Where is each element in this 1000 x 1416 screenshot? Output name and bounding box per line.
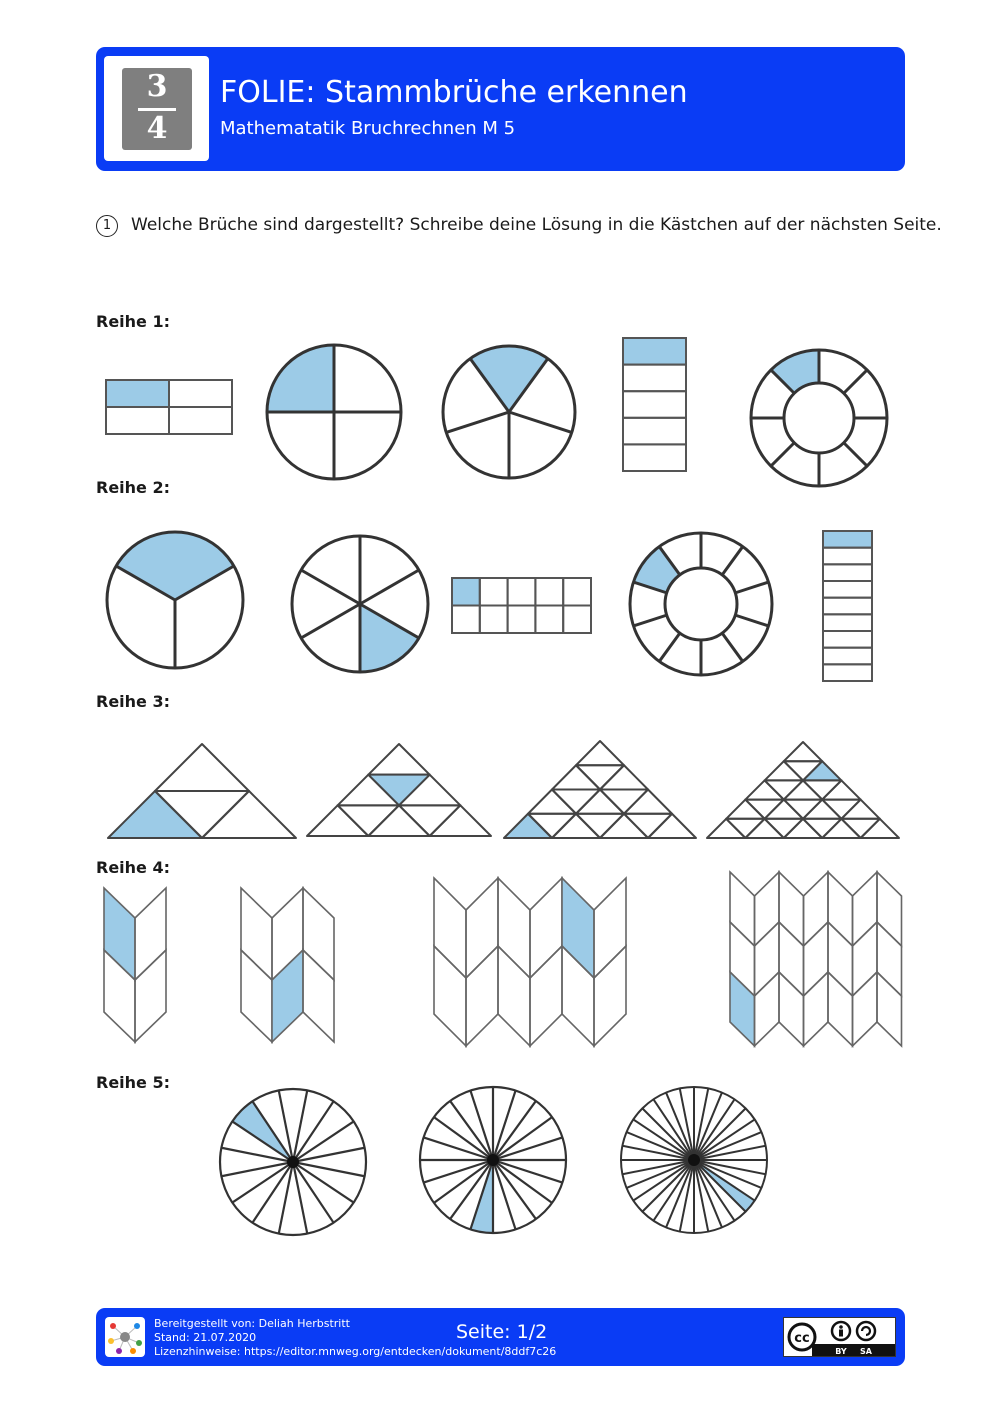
r2-fig3-grid-5x2-cell-1-0 — [452, 606, 480, 634]
r3-fig1-triangle-4-triangle-0 — [155, 744, 249, 791]
r3-fig3-triangle-16-triangle-0 — [576, 741, 624, 765]
r4-fig2-zigzag-6-cell-2-0 — [303, 888, 334, 980]
r5-fig2-circle-20-radius-14 — [493, 1137, 562, 1160]
network-logo-icon — [105, 1317, 145, 1357]
r2-fig2-circle-sixths-radius-2 — [301, 604, 360, 638]
r3-fig4-triangle-25-triangle-22 — [765, 819, 803, 838]
r5-fig2-circle-20-radius-8 — [450, 1101, 493, 1160]
r2-fig5-column-9-cell-4-0 — [823, 598, 872, 615]
r3-fig4-triangle-25-triangle-1 — [765, 761, 803, 780]
r1-fig1-rect-2x2 — [106, 380, 232, 434]
r2-fig5-column-9-cell-5-0 — [823, 614, 872, 631]
r2-fig5-column-9-cell-8-0 — [823, 664, 872, 681]
r1-fig4-column-6-cell-1-0 — [623, 365, 686, 392]
r1-fig5-ring-8-divider-2 — [844, 370, 867, 393]
r2-fig3-grid-5x2-shaded-cell — [452, 578, 480, 606]
r2-fig5-column-9-cell-3-0 — [823, 581, 872, 598]
r2-fig4-ring-10-divider-6 — [735, 615, 768, 626]
fraction-figures-group — [104, 338, 902, 1235]
r5-fig2-circle-20 — [420, 1087, 566, 1233]
cc-mark: cc — [794, 1331, 810, 1346]
r1-fig1-rect-2x2-cell-0-1 — [169, 380, 232, 407]
r1-fig4-column-6-cell-4-0 — [623, 444, 686, 471]
cc-license-badge[interactable] — [783, 1317, 896, 1357]
r3-fig1-triangle-4 — [108, 744, 296, 838]
r5-fig2-circle-20-radius-17 — [493, 1160, 552, 1203]
r2-fig4-ring-10-divider-4 — [722, 547, 743, 575]
logo-denominator: 4 — [146, 111, 168, 146]
r3-fig2-triangle-9-triangle-0 — [368, 744, 429, 775]
r3-fig3-triangle-16-triangle-1 — [552, 765, 600, 789]
r3-fig3-triangle-16-triangle-12 — [648, 814, 696, 838]
r5-fig3-circle-32-center-dot — [688, 1154, 700, 1166]
r3-fig1-triangle-4-shaded-triangle — [108, 791, 202, 838]
r3-fig4-triangle-25-triangle-13 — [745, 800, 783, 819]
r3-fig4-triangle-25-triangle-24 — [841, 819, 879, 838]
r4-fig1-zigzag-4 — [104, 888, 166, 1042]
r5-fig2-circle-20-radius-19 — [493, 1160, 516, 1229]
r5-fig2-circle-20-radius-9 — [470, 1091, 493, 1160]
r1-fig5-ring-8-divider-4 — [844, 443, 867, 466]
row-label-5: Reihe 5: — [96, 1073, 170, 1092]
footer-license-link[interactable]: Lizenzhinweise: https://editor.mnweg.org/entdecken/dokument/8ddf7c26 — [154, 1345, 557, 1358]
r3-fig4-triangle-25-triangle-23 — [803, 819, 841, 838]
r2-fig5-column-9-shaded-cell — [823, 531, 872, 548]
r4-fig1-zigzag-4-shaded-cell — [104, 888, 135, 980]
r3-fig3-triangle-16 — [504, 741, 696, 838]
row-label-2: Reihe 2: — [96, 478, 170, 497]
r2-fig2-circle-sixths — [292, 536, 428, 672]
r4-fig3-zigzag-12-cell-1-1 — [466, 946, 498, 1046]
r4-fig2-zigzag-6 — [241, 888, 334, 1042]
r1-fig2-circle-quarters — [267, 345, 401, 479]
r3-fig3-triangle-16-shaded-triangle — [504, 814, 552, 838]
r3-fig4-triangle-25-triangle-18 — [784, 819, 822, 838]
r3-fig4-triangle-25-triangle-15 — [822, 800, 860, 819]
r4-fig4-zigzag-21-shaded-cell — [730, 972, 755, 1046]
r4-fig4-zigzag-21-cell-5-2 — [853, 972, 878, 1046]
r4-fig3-zigzag-12-cell-5-1 — [594, 946, 626, 1046]
r4-fig4-zigzag-21-cell-6-2 — [877, 972, 902, 1046]
r1-fig5-ring-8-shaded-sector — [771, 350, 819, 393]
r4-fig2-zigzag-6-cell-0-0 — [241, 888, 272, 980]
r3-fig3-triangle-16-triangle-6 — [624, 790, 672, 814]
r3-fig3-triangle-16-triangle-2 — [600, 765, 648, 789]
r2-fig4-ring-10-divider-9 — [659, 633, 680, 661]
page-number: Seite: 1/2 — [456, 1321, 548, 1343]
r5-fig2-circle-20-radius-4 — [424, 1160, 493, 1183]
r3-fig2-triangle-9 — [307, 744, 491, 836]
r1-fig4-column-6 — [623, 338, 686, 471]
r5-fig2-circle-20-radius-18 — [493, 1160, 536, 1219]
cc-by-label: BY — [835, 1347, 847, 1356]
r3-fig4-triangle-25-triangle-0 — [784, 742, 822, 761]
r2-fig2-circle-sixths-shaded-slice — [360, 604, 419, 672]
r2-fig3-grid-5x2-cell-1-1 — [480, 606, 508, 634]
r3-fig4-triangle-25 — [707, 742, 899, 838]
r3-fig4-triangle-25-triangle-6 — [822, 780, 860, 799]
r1-fig4-column-6-cell-3-0 — [623, 418, 686, 445]
r2-fig4-ring-10-divider-0 — [633, 615, 666, 626]
r1-fig4-column-6-shaded-cell — [623, 338, 686, 365]
r2-fig4-ring-10-divider-5 — [735, 582, 768, 593]
r3-fig2-triangle-9-triangle-8 — [399, 805, 460, 836]
r3-fig4-triangle-25-triangle-14 — [784, 800, 822, 819]
r1-fig3-circle-fifths-shaded-slice — [470, 346, 548, 412]
footer-date: Stand: 21.07.2020 — [154, 1331, 257, 1344]
r3-fig2-triangle-9-triangle-6 — [430, 805, 491, 836]
r2-fig4-ring-10-divider-7 — [722, 633, 743, 661]
r3-fig1-triangle-4-triangle-2 — [202, 791, 296, 838]
r4-fig4-zigzag-21 — [730, 872, 902, 1046]
r3-fig4-triangle-25-triangle-19 — [822, 819, 860, 838]
r2-fig5-column-9-cell-7-0 — [823, 648, 872, 665]
r4-fig4-zigzag-21-cell-1-2 — [755, 972, 780, 1046]
r2-fig3-grid-5x2-cell-0-3 — [535, 578, 563, 606]
r5-fig2-circle-20-radius-11 — [493, 1091, 516, 1160]
r3-fig3-triangle-16-triangle-4 — [528, 790, 576, 814]
r4-fig4-zigzag-21-cell-4-2 — [828, 972, 853, 1046]
r4-fig3-zigzag-12-cell-2-1 — [498, 946, 530, 1046]
r2-fig5-column-9-cell-1-0 — [823, 548, 872, 565]
r3-fig4-triangle-25-shaded-triangle — [803, 761, 841, 780]
r5-fig2-circle-20-radius-7 — [434, 1117, 493, 1160]
r2-fig5-column-9-cell-6-0 — [823, 631, 872, 648]
r3-fig2-triangle-9-triangle-4 — [307, 805, 368, 836]
r1-fig3-circle-fifths-radius-4 — [446, 412, 509, 432]
r5-fig2-circle-20-radius-16 — [493, 1160, 562, 1183]
r4-fig1-zigzag-4-cell-1-0 — [135, 888, 166, 980]
r2-fig3-grid-5x2-cell-0-4 — [563, 578, 591, 606]
r1-fig1-rect-2x2-cell-1-1 — [169, 407, 232, 434]
r3-fig4-triangle-25-triangle-7 — [765, 780, 803, 799]
r3-fig4-triangle-25-triangle-11 — [803, 800, 841, 819]
r3-fig4-triangle-25-triangle-10 — [765, 800, 803, 819]
cc-sa-label: SA — [860, 1347, 872, 1356]
task-text: Welche Brüche sind dargestellt? Schreibe deine Lösung in die Kästchen auf der nächsten Seite. — [131, 215, 942, 235]
cc-by-sa-icon — [784, 1318, 895, 1356]
r3-fig4-triangle-25-triangle-21 — [726, 819, 764, 838]
r2-fig4-ring-10 — [630, 533, 772, 675]
r2-fig3-grid-5x2-cell-1-4 — [563, 606, 591, 634]
r3-fig2-triangle-9-triangle-5 — [368, 805, 429, 836]
r2-fig5-column-9-cell-2-0 — [823, 564, 872, 581]
r2-fig4-ring-10-inner — [665, 568, 737, 640]
footer-banner — [96, 1308, 905, 1366]
r3-fig4-triangle-25-triangle-17 — [745, 819, 783, 838]
r5-fig1-circle-16-center-dot — [287, 1156, 299, 1168]
mnweg-logo — [105, 1317, 145, 1357]
r2-fig3-grid-5x2 — [452, 578, 591, 633]
r3-fig2-triangle-9-triangle-7 — [338, 805, 399, 836]
r3-fig4-triangle-25-triangle-4 — [745, 780, 783, 799]
r5-fig2-circle-20-radius-6 — [424, 1137, 493, 1160]
r5-fig2-circle-20-radius-12 — [493, 1101, 536, 1160]
r3-fig4-triangle-25-triangle-5 — [784, 780, 822, 799]
r1-fig1-rect-2x2-shaded-cell — [106, 380, 169, 407]
r2-fig3-grid-5x2-cell-1-3 — [535, 606, 563, 634]
r2-fig1-circle-thirds-shaded-slice — [116, 532, 234, 600]
task-number-badge: 1 — [96, 215, 118, 237]
r2-fig3-grid-5x2-cell-0-2 — [508, 578, 536, 606]
r4-fig4-zigzag-21-cell-3-2 — [804, 972, 829, 1046]
r5-fig2-circle-20-center-dot — [487, 1154, 499, 1166]
r3-fig3-triangle-16-triangle-7 — [552, 790, 600, 814]
page-subtitle: Mathematatik Bruchrechnen M 5 — [220, 118, 516, 139]
footer-author: Bereitgestellt von: Deliah Herbstritt — [154, 1317, 350, 1330]
r2-fig2-circle-sixths-radius-3 — [301, 570, 360, 604]
r3-fig4-triangle-25-triangle-9 — [726, 800, 764, 819]
logo-numerator: 3 — [146, 69, 168, 104]
r3-fig3-triangle-16-triangle-5 — [576, 790, 624, 814]
r1-fig5-ring-8-inner — [784, 383, 854, 453]
r2-fig5-column-9 — [823, 531, 872, 681]
r3-fig4-triangle-25-triangle-8 — [803, 780, 841, 799]
r2-fig3-grid-5x2-cell-0-1 — [480, 578, 508, 606]
r2-fig1-circle-thirds — [107, 532, 243, 668]
r4-fig2-zigzag-6-shaded-cell — [272, 950, 303, 1042]
r1-fig1-rect-2x2-cell-1-0 — [106, 407, 169, 434]
r3-fig3-triangle-16-triangle-14 — [576, 814, 624, 838]
r1-fig3-circle-fifths — [443, 346, 575, 478]
r1-fig3-circle-fifths-radius-2 — [509, 412, 572, 432]
page-title: FOLIE: Stammbrüche erkennen — [220, 75, 688, 110]
r4-fig1-zigzag-4-cell-1-1 — [135, 950, 166, 1042]
r4-fig3-zigzag-12-cell-0-1 — [434, 946, 466, 1046]
r1-fig5-ring-8-divider-6 — [771, 443, 794, 466]
r2-fig2-circle-sixths-radius-5 — [360, 570, 419, 604]
r3-fig3-triangle-16-triangle-15 — [624, 814, 672, 838]
r3-fig3-triangle-16-triangle-8 — [600, 790, 648, 814]
row-label-3: Reihe 3: — [96, 692, 170, 711]
r3-fig3-triangle-16-triangle-11 — [600, 814, 648, 838]
r3-fig3-triangle-16-triangle-3 — [576, 765, 624, 789]
r1-fig5-ring-8 — [751, 350, 887, 486]
r4-fig3-zigzag-12-cell-3-1 — [530, 946, 562, 1046]
r4-fig2-zigzag-6-cell-2-1 — [303, 950, 334, 1042]
r3-fig3-triangle-16-triangle-10 — [552, 814, 600, 838]
row-label-1: Reihe 1: — [96, 312, 170, 331]
r3-fig2-triangle-9-shaded-triangle — [368, 775, 429, 806]
r3-fig4-triangle-25-triangle-16 — [707, 819, 745, 838]
r5-fig1-circle-16 — [220, 1089, 366, 1235]
r4-fig2-zigzag-6-cell-0-1 — [241, 950, 272, 1042]
row-label-4: Reihe 4: — [96, 858, 170, 877]
r3-fig4-triangle-25-triangle-20 — [861, 819, 899, 838]
r4-fig3-zigzag-12 — [434, 878, 626, 1046]
r1-fig4-column-6-cell-2-0 — [623, 391, 686, 418]
r2-fig3-grid-5x2-cell-1-2 — [508, 606, 536, 634]
r5-fig3-circle-32 — [621, 1087, 767, 1233]
r3-fig4-triangle-25-triangle-12 — [841, 800, 879, 819]
r4-fig4-zigzag-21-cell-2-2 — [779, 972, 804, 1046]
r5-fig2-circle-20-radius-13 — [493, 1117, 552, 1160]
